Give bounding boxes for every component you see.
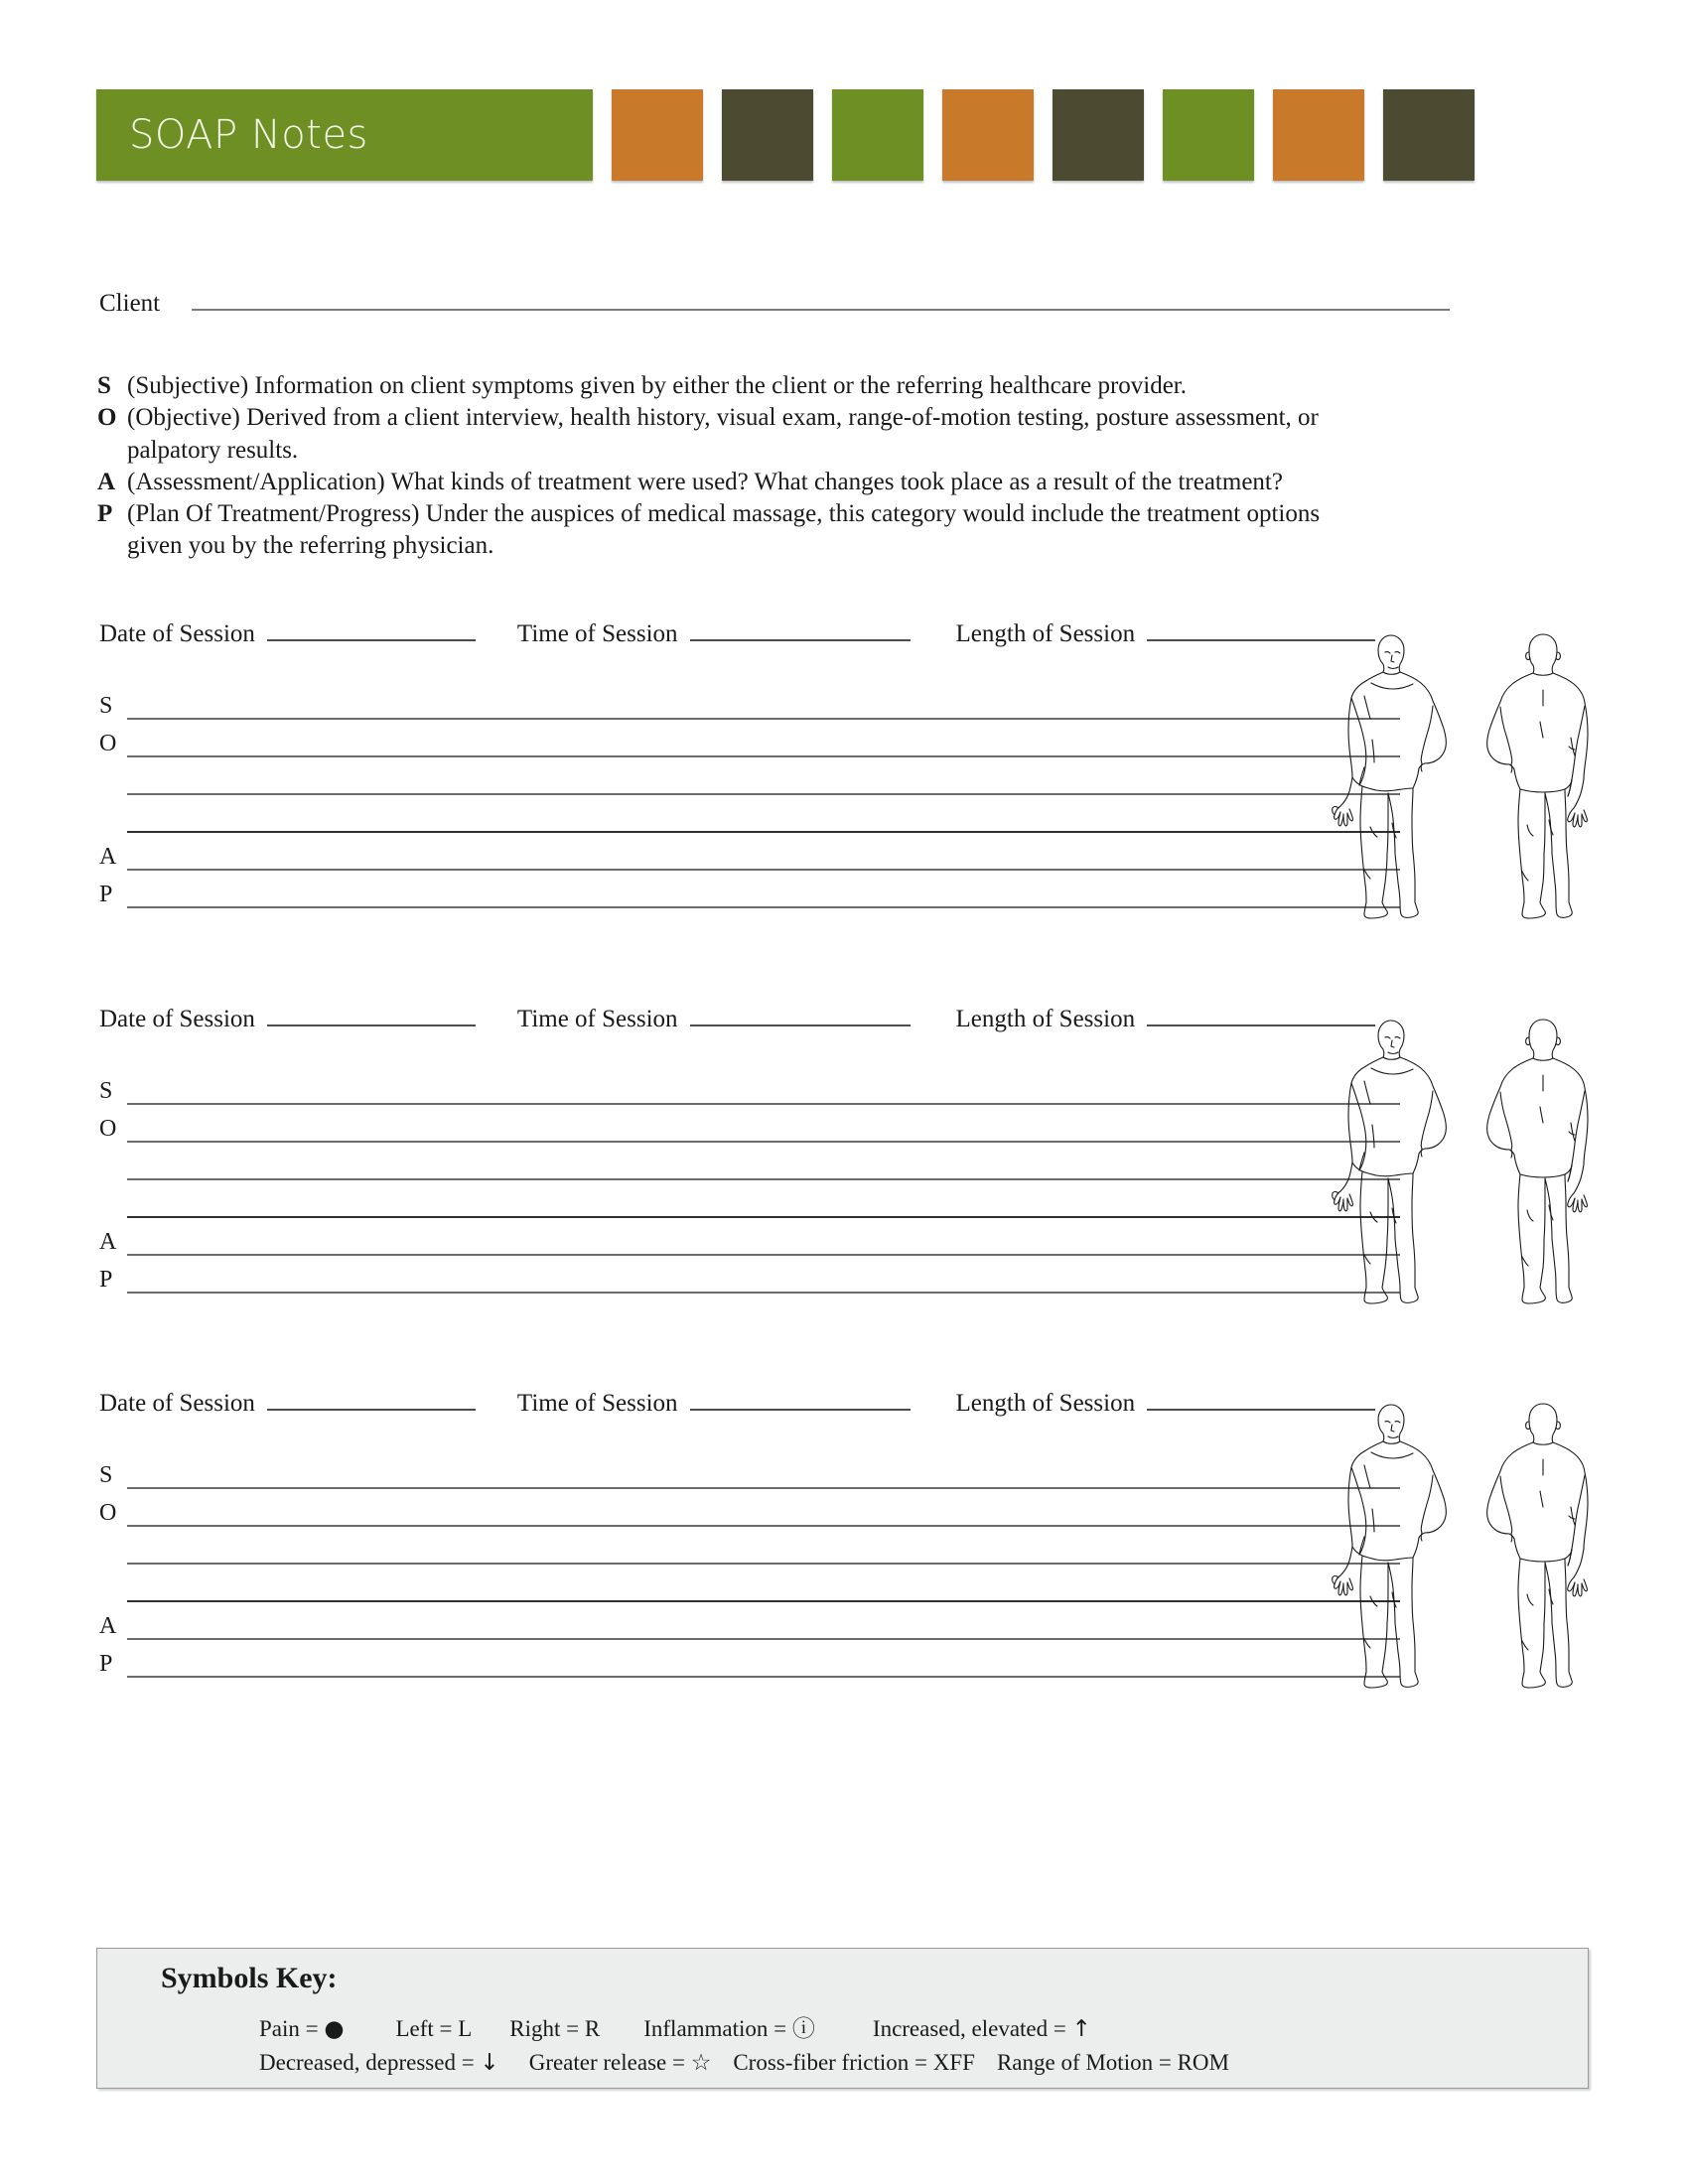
note-line-input[interactable] xyxy=(127,906,1400,908)
date-of-session-label: Date of Session xyxy=(99,1390,255,1417)
note-line-letter: O xyxy=(99,1500,117,1526)
definition-text-p-cont: given you by the referring physician. xyxy=(127,532,494,560)
anterior-body-diagram xyxy=(1333,635,1447,918)
symbols-key-title: Symbols Key: xyxy=(161,1962,338,1994)
title-block xyxy=(96,89,593,181)
symbol-right-label: Right = xyxy=(509,2016,585,2041)
symbol-inflammation-glyph: ⓘ xyxy=(791,2016,815,2042)
time-of-session-label: Time of Session xyxy=(516,1390,678,1417)
note-line-letter: S xyxy=(99,1078,113,1104)
symbol-cross-fiber-friction-label: Cross-fiber friction = xyxy=(733,2050,933,2075)
symbols-key-box xyxy=(96,1948,1589,2089)
definition-letter-p: P xyxy=(97,500,113,527)
symbol-right xyxy=(509,2016,600,2042)
note-line-row xyxy=(99,1565,1400,1602)
body-diagram-svg xyxy=(1327,628,1615,926)
note-line-row xyxy=(99,757,1400,795)
symbols-key-row-1 xyxy=(259,2010,1091,2043)
definition-letter-s: S xyxy=(97,372,111,399)
date-of-session-field xyxy=(99,620,476,648)
symbols-key-row-2 xyxy=(259,2050,1229,2076)
note-line-row xyxy=(99,1640,1400,1678)
anterior-body-diagram xyxy=(1333,1405,1447,1688)
symbol-range-of-motion-label: Range of Motion = xyxy=(996,2050,1178,2075)
symbol-decreased xyxy=(259,2050,499,2076)
body-diagram-pair xyxy=(1327,1014,1615,1311)
note-line-row xyxy=(99,1218,1400,1256)
note-line-row xyxy=(99,720,1400,757)
note-line-input[interactable] xyxy=(127,1676,1400,1678)
symbol-left-label: Left = xyxy=(395,2016,459,2041)
symbol-greater-release-label: Greater release = xyxy=(528,2050,691,2075)
time-of-session-field xyxy=(517,620,911,648)
note-line-row xyxy=(99,795,1400,833)
time-of-session-label: Time of Session xyxy=(516,620,678,647)
symbol-left-glyph: L xyxy=(458,2016,473,2041)
note-line-row xyxy=(99,1067,1400,1105)
time-of-session-input[interactable] xyxy=(690,626,911,641)
body-diagram-pair xyxy=(1327,628,1615,926)
symbol-range-of-motion-glyph: ROM xyxy=(1177,2050,1229,2075)
date-of-session-field xyxy=(99,1390,476,1418)
note-line-input[interactable] xyxy=(127,1292,1400,1294)
date-of-session-input[interactable] xyxy=(267,1396,476,1411)
symbol-greater-release-glyph: ☆ xyxy=(690,2050,712,2076)
symbol-cross-fiber-friction xyxy=(733,2050,975,2076)
body-diagram-pair xyxy=(1327,1398,1615,1696)
header-band xyxy=(96,89,1583,181)
date-of-session-field xyxy=(99,1006,476,1033)
length-of-session-label: Length of Session xyxy=(955,620,1136,647)
note-line-row xyxy=(99,833,1400,871)
length-of-session-label: Length of Session xyxy=(955,1390,1136,1417)
page-title: SOAP Notes xyxy=(129,112,368,158)
swatch-darkolive-1 xyxy=(722,89,813,181)
time-of-session-field xyxy=(517,1390,911,1418)
definition-plan xyxy=(97,498,1537,530)
symbol-decreased-glyph: ↓ xyxy=(480,2050,499,2076)
length-of-session-field xyxy=(956,620,1376,648)
time-of-session-input[interactable] xyxy=(690,1396,911,1411)
definition-letter-o: O xyxy=(97,404,117,432)
session-fields-row xyxy=(99,1006,1410,1033)
body-diagram-svg xyxy=(1327,1398,1615,1696)
swatch-green-1 xyxy=(832,89,923,181)
posterior-body-diagram xyxy=(1487,1404,1588,1688)
definition-text-a: (Assessment/Application) What kinds of treatment were used? What changes took place as a result of the treatment? xyxy=(127,468,1283,495)
client-field-row xyxy=(99,290,1450,318)
date-of-session-input[interactable] xyxy=(267,1012,476,1026)
definition-assessment xyxy=(97,467,1537,498)
note-line-row xyxy=(99,871,1400,908)
note-line-letter: S xyxy=(99,1462,113,1488)
note-line-letter: P xyxy=(99,882,113,907)
symbol-pain-glyph: ● xyxy=(324,2016,345,2042)
note-line-row xyxy=(99,682,1400,720)
definition-text-s: (Subjective) Information on client symptoms given by either the client or the referring healthcare provider. xyxy=(127,372,1188,399)
symbol-increased xyxy=(873,2016,1091,2042)
session-note-lines xyxy=(99,1451,1400,1678)
definition-objective xyxy=(97,402,1537,434)
note-line-letter: A xyxy=(99,844,117,870)
symbol-pain xyxy=(259,2016,344,2042)
note-line-row xyxy=(99,1451,1400,1489)
date-of-session-label: Date of Session xyxy=(99,620,255,647)
swatch-darkolive-2 xyxy=(1053,89,1144,181)
symbol-inflammation xyxy=(643,2010,815,2043)
date-of-session-label: Date of Session xyxy=(99,1006,255,1032)
note-line-row xyxy=(99,1143,1400,1180)
note-line-row xyxy=(99,1256,1400,1294)
note-line-letter: P xyxy=(99,1267,113,1293)
note-line-letter: A xyxy=(99,1229,117,1255)
time-of-session-input[interactable] xyxy=(690,1012,911,1026)
client-input-line[interactable] xyxy=(192,295,1450,311)
note-line-letter: S xyxy=(99,693,113,719)
symbol-cross-fiber-friction-glyph: XFF xyxy=(932,2050,975,2075)
symbol-left xyxy=(395,2016,472,2042)
note-line-letter: P xyxy=(99,1651,113,1677)
symbol-greater-release xyxy=(529,2050,712,2076)
definition-text-o: (Objective) Derived from a client interview, health history, visual exam, range-of-motion testing, posture assessment, or xyxy=(127,404,1319,432)
symbol-decreased-label: Decreased, depressed = xyxy=(259,2050,481,2075)
symbol-right-glyph: R xyxy=(584,2016,601,2041)
posterior-body-diagram xyxy=(1487,634,1588,918)
swatch-orange-1 xyxy=(612,89,703,181)
note-line-row xyxy=(99,1105,1400,1143)
note-line-row xyxy=(99,1180,1400,1218)
date-of-session-input[interactable] xyxy=(267,626,476,641)
session-note-lines xyxy=(99,1067,1400,1294)
definition-letter-a: A xyxy=(97,468,116,495)
symbol-increased-glyph: ↑ xyxy=(1071,2016,1091,2042)
symbol-inflammation-label: Inflammation = xyxy=(643,2016,792,2041)
session-fields-row xyxy=(99,1390,1410,1418)
definition-subjective xyxy=(97,370,1537,402)
posterior-body-diagram xyxy=(1487,1020,1588,1303)
length-of-session-field xyxy=(956,1006,1376,1033)
session-fields-row xyxy=(99,620,1410,648)
note-line-row xyxy=(99,1489,1400,1527)
definition-text-p: (Plan Of Treatment/Progress) Under the auspices of medical massage, this category would include the treatment options xyxy=(127,500,1321,527)
swatch-green-2 xyxy=(1163,89,1254,181)
symbol-pain-label: Pain = xyxy=(259,2016,325,2041)
note-line-letter: O xyxy=(99,731,117,756)
note-line-letter: O xyxy=(99,1116,117,1142)
note-line-row xyxy=(99,1602,1400,1640)
length-of-session-field xyxy=(956,1390,1376,1418)
definition-text-o-cont: palpatory results. xyxy=(127,436,299,464)
time-of-session-field xyxy=(517,1006,911,1033)
time-of-session-label: Time of Session xyxy=(516,1006,678,1032)
client-label: Client xyxy=(99,290,161,317)
anterior-body-diagram xyxy=(1333,1021,1447,1303)
session-note-lines xyxy=(99,682,1400,908)
swatch-orange-2 xyxy=(942,89,1034,181)
soap-definitions xyxy=(97,370,1537,563)
swatch-darkolive-3 xyxy=(1383,89,1475,181)
length-of-session-label: Length of Session xyxy=(955,1006,1136,1032)
symbol-increased-label: Increased, elevated = xyxy=(872,2016,1072,2041)
swatch-orange-3 xyxy=(1273,89,1364,181)
note-line-row xyxy=(99,1527,1400,1565)
note-line-letter: A xyxy=(99,1613,117,1639)
symbol-range-of-motion xyxy=(997,2050,1229,2076)
body-diagram-svg xyxy=(1327,1014,1615,1311)
